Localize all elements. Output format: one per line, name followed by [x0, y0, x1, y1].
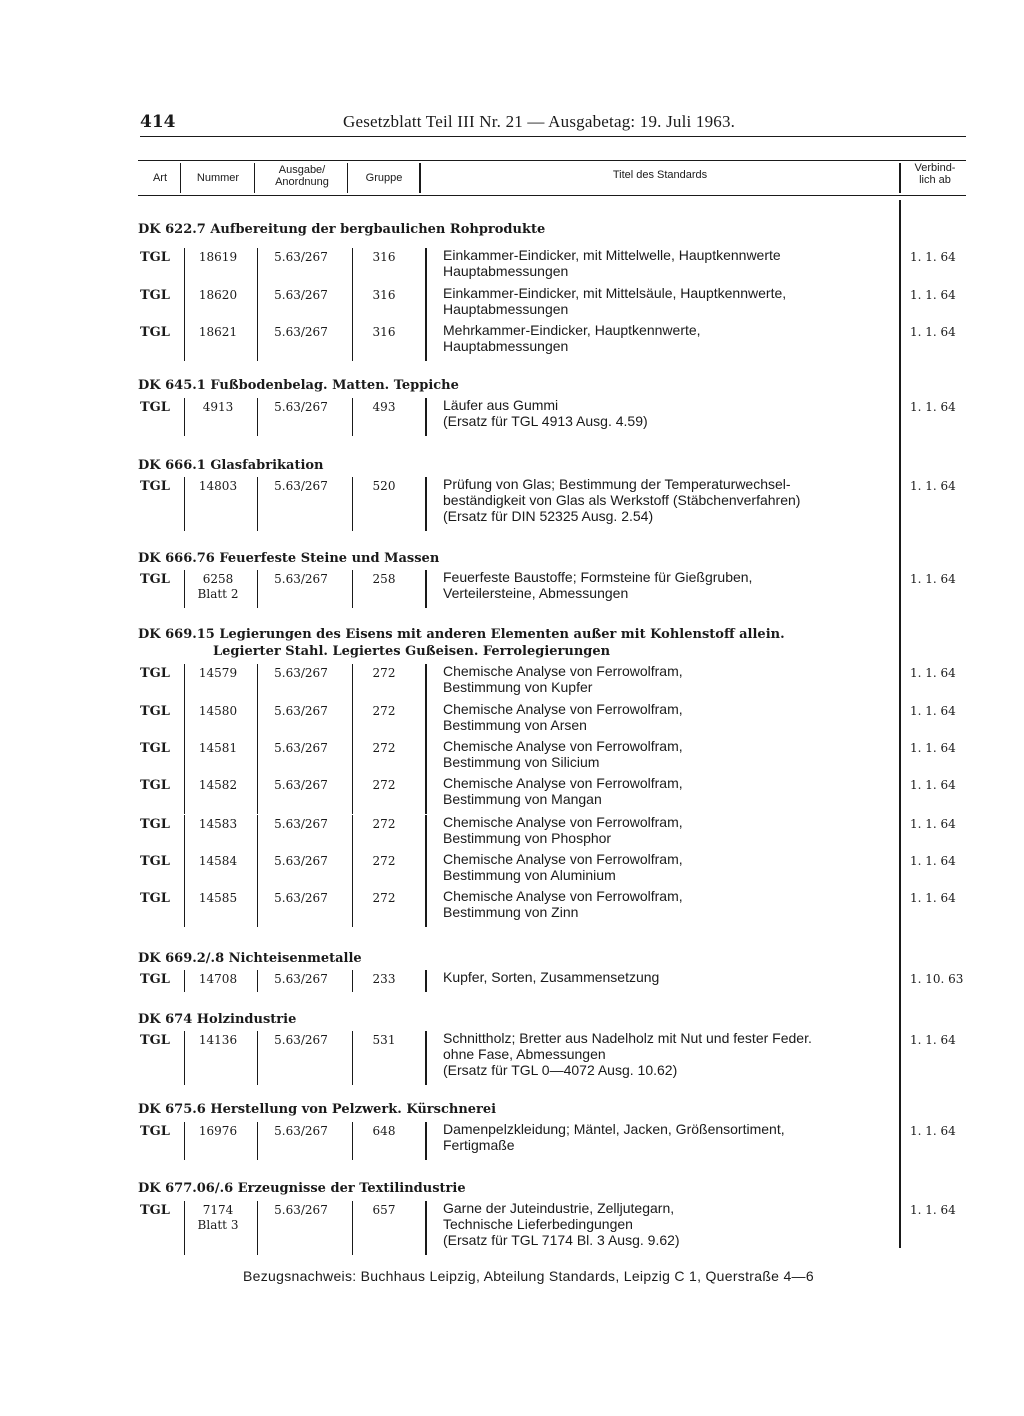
row-nummer: 14581 — [198, 741, 238, 755]
row-separator — [184, 739, 185, 777]
row-nummer-blatt: Blatt 3 — [197, 1218, 239, 1232]
row-art: TGL — [140, 704, 170, 719]
row-separator — [425, 1122, 427, 1160]
row-title-line: (Ersatz für DIN 52325 Ausg. 2.54) — [443, 508, 654, 524]
row-title-line: Prüfung von Glas; Bestimmung der Temperaturwechsel- — [443, 476, 791, 492]
row-separator — [184, 852, 185, 890]
row-title-line: Feuerfeste Baustoffe; Formsteine für Gießgruben, — [443, 569, 753, 585]
row-gruppe: 531 — [372, 1033, 396, 1047]
row-title-line: Mehrkammer-Eindicker, Hauptkennwerte, — [443, 322, 701, 338]
page-number: 414 — [140, 112, 176, 132]
row-separator — [257, 664, 258, 702]
row-separator — [425, 852, 427, 890]
row-separator — [352, 1031, 353, 1085]
row-separator — [184, 286, 185, 324]
row-verbindlich: 1. 1. 64 — [910, 479, 956, 493]
row-separator — [184, 889, 185, 927]
header-rule — [140, 136, 966, 137]
row-ausgabe: 5.63/267 — [274, 288, 328, 302]
row-ausgabe: 5.63/267 — [274, 854, 328, 868]
col-gruppe-header: Gruppe — [365, 172, 403, 184]
row-gruppe: 272 — [372, 741, 396, 755]
row-title-line: Einkammer-Eindicker, mit Mittelsäule, Hauptkennwerte, — [443, 285, 787, 301]
row-separator — [352, 323, 353, 361]
row-separator — [352, 776, 353, 814]
row-gruppe: 272 — [372, 666, 396, 680]
row-separator — [352, 664, 353, 702]
row-nummer: 14584 — [198, 854, 238, 868]
row-separator — [425, 815, 427, 853]
section-heading: DK 645.1 Fußbodenbelag. Matten. Teppiche — [138, 378, 459, 393]
footer-reference: Bezugsnachweis: Buchhaus Leipzig, Abteilung Standards, Leipzig C 1, Querstraße 4—6 — [243, 1268, 814, 1284]
section-heading: DK 674 Holzindustrie — [138, 1012, 297, 1027]
row-separator — [425, 739, 427, 777]
row-title-line: Kupfer, Sorten, Zusammensetzung — [443, 969, 660, 985]
row-separator — [425, 477, 427, 531]
row-title-line: (Ersatz für TGL 4913 Ausg. 4.59) — [443, 413, 648, 429]
section-heading: DK 677.06/.6 Erzeugnisse der Textilindustrie — [138, 1181, 466, 1196]
validity-column-rule — [899, 200, 901, 1248]
section-heading-continued: Legierter Stahl. Legiertes Gußeisen. Ferrolegierungen — [213, 644, 611, 659]
row-separator — [257, 286, 258, 324]
row-separator — [257, 776, 258, 814]
row-separator — [184, 398, 185, 436]
col-ausgabe-header — [256, 164, 348, 188]
row-title-line: Läufer aus Gummi — [443, 397, 559, 413]
row-verbindlich: 1. 1. 64 — [910, 572, 956, 586]
row-separator — [352, 1201, 353, 1255]
row-separator — [352, 702, 353, 740]
row-separator — [425, 248, 427, 286]
row-art: TGL — [140, 250, 170, 265]
row-title-line: Technische Lieferbedingungen — [443, 1216, 633, 1232]
row-title-line: (Ersatz für TGL 7174 Bl. 3 Ausg. 9.62) — [443, 1232, 680, 1248]
row-nummer: 4913 — [202, 400, 234, 414]
row-ausgabe: 5.63/267 — [274, 1203, 328, 1217]
section-heading: DK 675.6 Herstellung von Pelzwerk. Kürschnerei — [138, 1102, 497, 1117]
row-nummer: 18620 — [198, 288, 238, 302]
row-separator — [352, 477, 353, 531]
row-gruppe: 316 — [372, 325, 396, 339]
row-separator — [257, 889, 258, 927]
row-ausgabe: 5.63/267 — [274, 250, 328, 264]
row-separator — [352, 570, 353, 608]
row-ausgabe: 5.63/267 — [274, 572, 328, 586]
row-title-line: Schnittholz; Bretter aus Nadelholz mit Nut und fester Feder. — [443, 1030, 812, 1046]
row-title-line: Chemische Analyse von Ferrowolfram, — [443, 701, 683, 717]
row-verbindlich: 1. 1. 64 — [910, 741, 956, 755]
row-separator — [184, 1031, 185, 1085]
row-separator — [425, 570, 427, 608]
header-divider — [180, 163, 181, 193]
col-verbindlich-header — [903, 162, 967, 186]
row-separator — [184, 1201, 185, 1255]
row-art: TGL — [140, 891, 170, 906]
row-ausgabe: 5.63/267 — [274, 666, 328, 680]
row-verbindlich: 1. 1. 64 — [910, 1033, 956, 1047]
row-title-line: Einkammer-Eindicker, mit Mittelwelle, Hauptkennwerte — [443, 247, 781, 263]
row-title-line: Bestimmung von Aluminium — [443, 867, 616, 883]
row-separator — [257, 702, 258, 740]
row-separator — [257, 1122, 258, 1160]
table-header-top-rule — [138, 160, 966, 161]
row-title-line: Bestimmung von Mangan — [443, 791, 602, 807]
row-verbindlich: 1. 1. 64 — [910, 854, 956, 868]
row-ausgabe: 5.63/267 — [274, 479, 328, 493]
row-ausgabe: 5.63/267 — [274, 400, 328, 414]
row-art: TGL — [140, 479, 170, 494]
row-gruppe: 648 — [372, 1124, 396, 1138]
row-gruppe: 272 — [372, 891, 396, 905]
row-verbindlich: 1. 1. 64 — [910, 1124, 956, 1138]
row-art: TGL — [140, 666, 170, 681]
header-divider — [899, 163, 901, 193]
col-verbindlich-line1: Verbind- — [914, 162, 956, 174]
row-nummer: 14583 — [198, 817, 238, 831]
row-art: TGL — [140, 972, 170, 987]
row-separator — [257, 323, 258, 361]
row-separator — [184, 570, 185, 608]
section-heading: DK 666.1 Glasfabrikation — [138, 458, 324, 473]
row-gruppe: 272 — [372, 817, 396, 831]
row-separator — [257, 852, 258, 890]
row-title-line: Bestimmung von Silicium — [443, 754, 600, 770]
header-divider — [254, 163, 255, 193]
row-separator — [352, 852, 353, 890]
row-ausgabe: 5.63/267 — [274, 1124, 328, 1138]
row-art: TGL — [140, 572, 170, 587]
row-separator — [352, 970, 353, 992]
row-nummer: 6258 — [202, 572, 234, 586]
row-gruppe: 316 — [372, 250, 396, 264]
row-separator — [352, 398, 353, 436]
row-nummer: 16976 — [198, 1124, 238, 1138]
row-title-line: Fertigmaße — [443, 1137, 515, 1153]
row-title-line: Damenpelzkleidung; Mäntel, Jacken, Größensortiment, — [443, 1121, 785, 1137]
row-separator — [425, 702, 427, 740]
row-title-line: Bestimmung von Arsen — [443, 717, 587, 733]
row-nummer: 14580 — [198, 704, 238, 718]
row-gruppe: 258 — [372, 572, 396, 586]
row-ausgabe: 5.63/267 — [274, 972, 328, 986]
row-separator — [425, 889, 427, 927]
running-title: Gesetzblatt Teil III Nr. 21 — Ausgabetag: 19. Juli 1963. — [343, 112, 736, 131]
row-nummer: 7174 — [202, 1203, 234, 1217]
row-verbindlich: 1. 1. 64 — [910, 778, 956, 792]
row-title-line: Hauptabmessungen — [443, 338, 569, 354]
row-separator — [257, 570, 258, 608]
table-header-bottom-rule — [138, 195, 966, 196]
col-nummer-header: Nummer — [196, 172, 240, 184]
row-separator — [352, 889, 353, 927]
row-gruppe: 272 — [372, 704, 396, 718]
row-verbindlich: 1. 1. 64 — [910, 250, 956, 264]
row-separator — [184, 815, 185, 853]
row-separator — [184, 970, 185, 992]
row-separator — [425, 1031, 427, 1085]
row-separator — [184, 776, 185, 814]
row-separator — [184, 477, 185, 531]
row-title-line: Chemische Analyse von Ferrowolfram, — [443, 888, 683, 904]
row-separator — [352, 739, 353, 777]
row-art: TGL — [140, 325, 170, 340]
row-verbindlich: 1. 1. 64 — [910, 891, 956, 905]
row-separator — [352, 248, 353, 286]
row-separator — [425, 664, 427, 702]
row-title-line: Chemische Analyse von Ferrowolfram, — [443, 663, 683, 679]
row-art: TGL — [140, 400, 170, 415]
row-separator — [257, 739, 258, 777]
col-titel-header: Titel des Standards — [612, 169, 708, 181]
row-nummer: 14582 — [198, 778, 238, 792]
row-title-line: Chemische Analyse von Ferrowolfram, — [443, 738, 683, 754]
row-verbindlich: 1. 1. 64 — [910, 288, 956, 302]
col-art-header: Art — [152, 172, 168, 184]
row-title-line: Chemische Analyse von Ferrowolfram, — [443, 814, 683, 830]
row-nummer: 14579 — [198, 666, 238, 680]
row-gruppe: 493 — [372, 400, 396, 414]
row-separator — [184, 1122, 185, 1160]
row-title-line: Bestimmung von Kupfer — [443, 679, 593, 695]
row-gruppe: 657 — [372, 1203, 396, 1217]
row-title-line: Hauptabmessungen — [443, 301, 569, 317]
row-nummer: 14585 — [198, 891, 238, 905]
row-ausgabe: 5.63/267 — [274, 1033, 328, 1047]
section-heading: DK 669.15 Legierungen des Eisens mit anderen Elementen außer mit Kohlenstoff allein. — [138, 627, 785, 642]
row-nummer: 18619 — [198, 250, 238, 264]
row-gruppe: 233 — [372, 972, 396, 986]
row-separator — [425, 776, 427, 814]
row-separator — [184, 664, 185, 702]
row-verbindlich: 1. 1. 64 — [910, 325, 956, 339]
row-separator — [257, 1201, 258, 1255]
row-title-line: Bestimmung von Phosphor — [443, 830, 612, 846]
col-ausgabe-line1: Ausgabe/ — [278, 164, 326, 176]
row-separator — [257, 815, 258, 853]
row-separator — [425, 286, 427, 324]
row-separator — [352, 1122, 353, 1160]
row-ausgabe: 5.63/267 — [274, 891, 328, 905]
row-title-line: (Ersatz für TGL 0—4072 Ausg. 10.62) — [443, 1062, 678, 1078]
row-title-line: Chemische Analyse von Ferrowolfram, — [443, 775, 683, 791]
row-art: TGL — [140, 854, 170, 869]
row-title-line: Verteilersteine, Abmessungen — [443, 585, 629, 601]
row-verbindlich: 1. 1. 64 — [910, 1203, 956, 1217]
section-heading: DK 669.2/.8 Nichteisenmetalle — [138, 951, 362, 966]
row-gruppe: 520 — [372, 479, 396, 493]
row-nummer: 14136 — [198, 1033, 238, 1047]
row-separator — [257, 248, 258, 286]
row-separator — [257, 398, 258, 436]
row-title-line: Garne der Juteindustrie, Zelljutegarn, — [443, 1200, 675, 1216]
row-ausgabe: 5.63/267 — [274, 325, 328, 339]
row-title-line: Hauptabmessungen — [443, 263, 569, 279]
row-title-line: ohne Fase, Abmessungen — [443, 1046, 606, 1062]
row-gruppe: 272 — [372, 778, 396, 792]
row-art: TGL — [140, 1203, 170, 1218]
row-verbindlich: 1. 10. 63 — [910, 972, 964, 986]
row-nummer-blatt: Blatt 2 — [197, 587, 239, 601]
row-verbindlich: 1. 1. 64 — [910, 666, 956, 680]
section-heading: DK 666.76 Feuerfeste Steine und Massen — [138, 551, 440, 566]
row-separator — [425, 323, 427, 361]
row-ausgabe: 5.63/267 — [274, 741, 328, 755]
row-ausgabe: 5.63/267 — [274, 817, 328, 831]
row-verbindlich: 1. 1. 64 — [910, 400, 956, 414]
col-ausgabe-line2: Anordnung — [275, 176, 329, 188]
row-separator — [184, 248, 185, 286]
row-nummer: 14708 — [198, 972, 238, 986]
row-separator — [352, 815, 353, 853]
row-verbindlich: 1. 1. 64 — [910, 704, 956, 718]
col-verbindlich-line2: lich ab — [919, 174, 951, 186]
row-separator — [184, 702, 185, 740]
row-separator — [425, 1201, 427, 1255]
row-title-line: beständigkeit von Glas als Werkstoff (Stäbchenverfahren) — [443, 492, 801, 508]
row-gruppe: 272 — [372, 854, 396, 868]
row-art: TGL — [140, 288, 170, 303]
row-title-line: Bestimmung von Zinn — [443, 904, 579, 920]
row-ausgabe: 5.63/267 — [274, 778, 328, 792]
row-verbindlich: 1. 1. 64 — [910, 817, 956, 831]
row-separator — [425, 398, 427, 436]
row-nummer: 14803 — [198, 479, 238, 493]
row-art: TGL — [140, 817, 170, 832]
row-art: TGL — [140, 1124, 170, 1139]
row-nummer: 18621 — [198, 325, 238, 339]
row-title-line: Chemische Analyse von Ferrowolfram, — [443, 851, 683, 867]
row-separator — [257, 970, 258, 992]
row-art: TGL — [140, 1033, 170, 1048]
row-separator — [184, 323, 185, 361]
header-divider — [419, 163, 421, 193]
row-separator — [425, 970, 427, 992]
row-separator — [352, 286, 353, 324]
row-art: TGL — [140, 778, 170, 793]
section-heading: DK 622.7 Aufbereitung der bergbaulichen Rohprodukte — [138, 222, 546, 237]
row-art: TGL — [140, 741, 170, 756]
row-separator — [257, 477, 258, 531]
row-separator — [257, 1031, 258, 1085]
row-ausgabe: 5.63/267 — [274, 704, 328, 718]
row-gruppe: 316 — [372, 288, 396, 302]
